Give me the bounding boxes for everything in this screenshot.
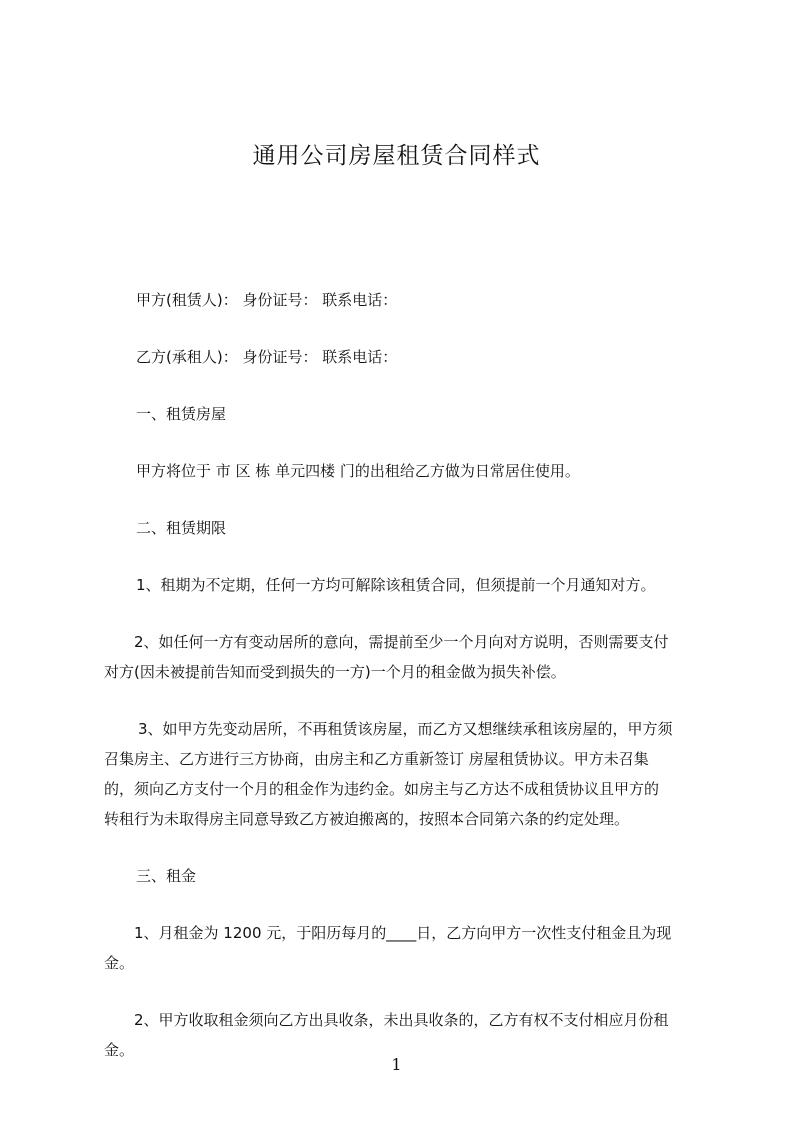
section1-heading: 一、租赁房屋 [136, 405, 227, 423]
section3-item1-line1: 1、月租金为 1200 元，于阳历每月的____日，乙方向甲方一次性支付租金且为现 [134, 924, 672, 942]
section3-item1 [104, 918, 714, 978]
section2-item3-line2: 召集房主、乙方进行三方协商，由房主和乙方重新签订 房屋租赁协议。甲方未召集 [104, 750, 649, 768]
section2-item2-line2: 对方(因未被提前告知而受到损失的一方)一个月的租金做为损失补偿。 [104, 663, 566, 681]
section1-text: 甲方将位于 市 区 栋 单元四楼 门的出租给乙方做为日常居住使用。 [136, 462, 580, 480]
section2-item3 [104, 714, 714, 834]
section3-heading: 三、租金 [136, 867, 197, 885]
section2-item2-line1: 2、如任何一方有变动居所的意向，需提前至少一个月向对方说明，否则需要支付 [134, 633, 669, 651]
section3-item2-line1: 2、甲方收取租金须向乙方出具收条，未出具收条的，乙方有权不支付相应月份租 [134, 1011, 669, 1029]
party-a-line: 甲方(租赁人)： 身份证号： 联系电话： [136, 291, 398, 309]
section2-heading: 二、租赁期限 [136, 519, 227, 537]
section2-item3-line4: 转租行为未取得房主同意导致乙方被迫搬离的，按照本合同第六条的约定处理。 [104, 810, 630, 828]
section2-item2 [104, 627, 714, 687]
party-b-line: 乙方(承租人)： 身份证号： 联系电话： [136, 348, 398, 366]
section2-item1: 1、租期为不定期，任何一方均可解除该租赁合同，但须提前一个月通知对方。 [136, 576, 656, 594]
section3-item1-line2: 金。 [104, 954, 135, 972]
section2-item3-line3: 的，须向乙方支付一个月的租金作为违约金。如房主与乙方达不成租赁协议且甲方的 [104, 780, 660, 798]
contract-body [104, 285, 714, 1092]
page-number: 1 [391, 1055, 402, 1074]
document-title: 通用公司房屋租赁合同样式 [252, 143, 541, 169]
section3-item2-line2: 金。 [104, 1041, 135, 1059]
section2-item3-line1: 3、如甲方先变动居所，不再租赁该房屋，而乙方又想继续承租该房屋的，甲方须 [138, 720, 673, 738]
